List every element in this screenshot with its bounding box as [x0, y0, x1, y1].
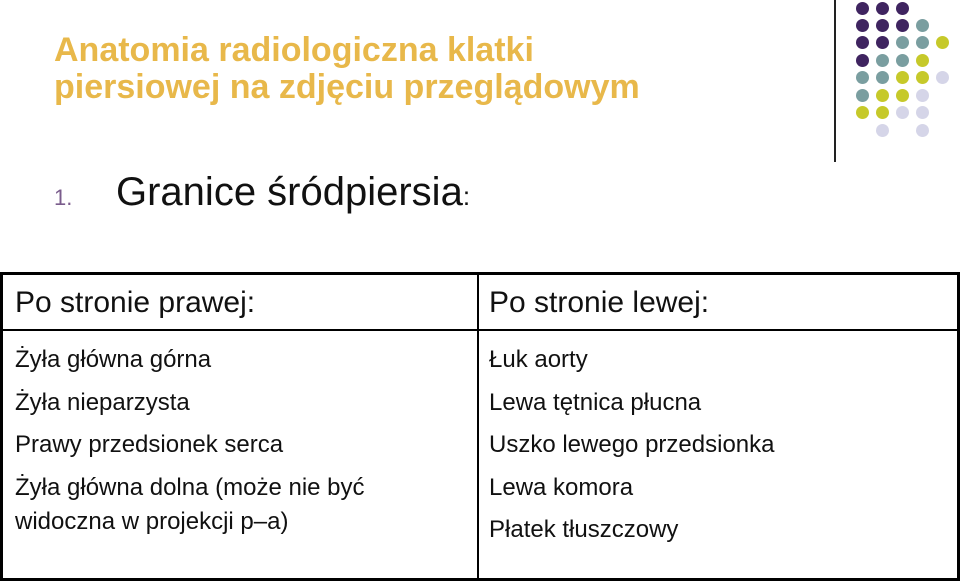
left-side-header: Po stronie lewej:: [479, 275, 957, 331]
boundaries-table: [0, 272, 960, 581]
decorative-dot: [916, 36, 929, 49]
decorative-dot: [916, 71, 929, 84]
slide-title-line-2: piersiowej na zdjęciu przeglądowym: [54, 68, 640, 106]
decorative-dot: [936, 36, 949, 49]
bullet-colon: :: [462, 181, 471, 211]
decorative-dot: [876, 19, 889, 32]
list-item: Uszko lewego przedsionka: [489, 431, 775, 458]
decorative-dot: [876, 36, 889, 49]
decorative-dot: [876, 2, 889, 15]
decorative-dot: [896, 71, 909, 84]
list-item: Płatek tłuszczowy: [489, 516, 679, 543]
decorative-dot: [856, 19, 869, 32]
decorative-dot: [856, 89, 869, 102]
decorative-dot: [896, 54, 909, 67]
bullet-text: Granice śródpiersia: [116, 170, 463, 214]
list-item: Żyła główna dolna (może nie być widoczna w projekcji p–a): [15, 473, 365, 535]
decorative-dot: [916, 124, 929, 137]
decorative-dot: [936, 71, 949, 84]
decorative-dot: [916, 19, 929, 32]
decorative-dot: [896, 2, 909, 15]
decorative-dot: [856, 106, 869, 119]
list-item: Prawy przedsionek serca: [15, 431, 284, 458]
decorative-dot: [896, 106, 909, 119]
decorative-dot: [916, 89, 929, 102]
decorative-divider: [834, 0, 836, 162]
list-item: Lewa tętnica płucna: [489, 388, 702, 416]
slide-title: [54, 32, 814, 106]
decorative-dot: [876, 89, 889, 102]
bullet-number: 1.: [54, 185, 73, 210]
decorative-dot: [876, 54, 889, 67]
decorative-dot-grid: [852, 0, 960, 140]
list-item: Lewa komora: [489, 473, 634, 501]
decorative-dot: [896, 89, 909, 102]
decorative-dot: [916, 54, 929, 67]
right-side-list: [3, 331, 477, 539]
decorative-dot: [916, 106, 929, 119]
right-side-column: [3, 275, 479, 578]
left-side-list: [479, 331, 957, 552]
list-item: Łuk aorty: [489, 346, 588, 373]
list-item: Żyła nieparzysta: [15, 388, 190, 416]
decorative-dot: [856, 36, 869, 49]
decorative-dot: [876, 71, 889, 84]
decorative-dot: [896, 36, 909, 49]
decorative-dot: [856, 2, 869, 15]
decorative-dot: [856, 71, 869, 84]
decorative-dot: [856, 54, 869, 67]
decorative-dot: [876, 106, 889, 119]
decorative-dot: [896, 19, 909, 32]
decorative-dot: [876, 124, 889, 137]
slide-title-line-1: Anatomia radiologiczna klatki: [54, 31, 534, 69]
right-side-header: Po stronie prawej:: [3, 275, 477, 331]
list-item: Żyła główna górna: [15, 346, 212, 373]
left-side-column: [479, 275, 957, 578]
bullet-item: [54, 168, 470, 222]
